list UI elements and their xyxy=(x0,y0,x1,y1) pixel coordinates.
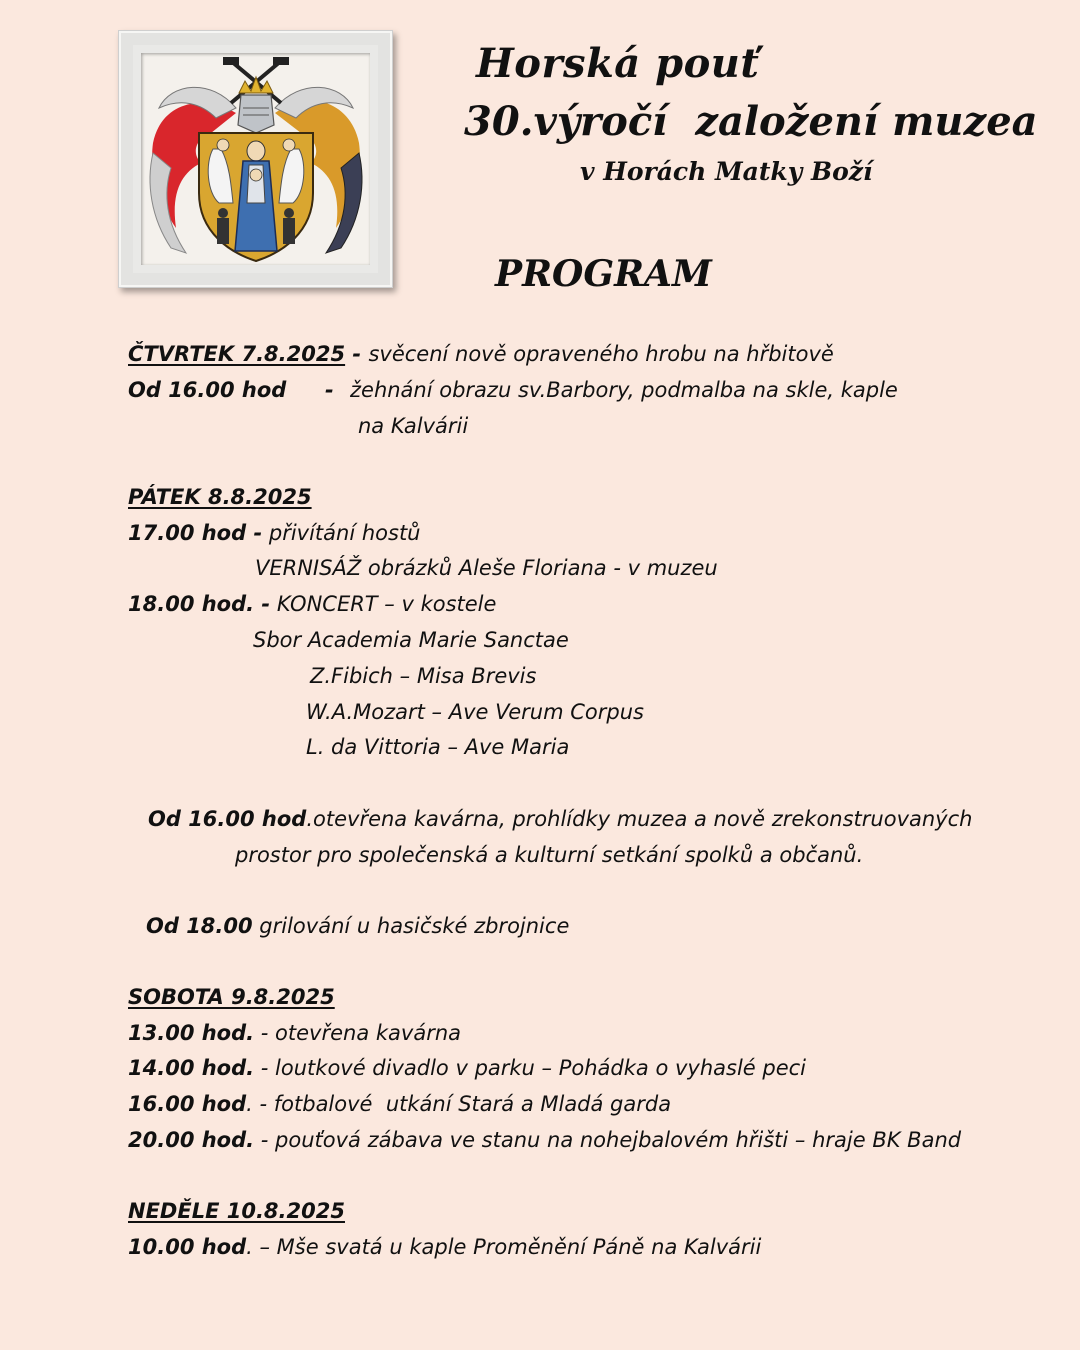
event-time: Od 18.00 xyxy=(146,914,253,938)
event-text: - loutkové divadlo v parku – Pohádka o vyhaslé peci xyxy=(254,1056,807,1080)
event-text: .otevřena kavárna, prohlídky muzea a nově zrekonstruovaných xyxy=(306,807,973,831)
day-heading-sunday: NEDĚLE 10.8.2025 xyxy=(128,1199,345,1223)
separator: - xyxy=(345,342,369,366)
event-text: grilování u hasičské zbrojnice xyxy=(252,914,570,938)
event-time: 18.00 hod. - xyxy=(128,592,271,616)
list-item xyxy=(128,1023,461,1044)
coat-of-arms-frame xyxy=(118,30,393,288)
event-text: přivítání hostů xyxy=(262,521,421,545)
separator: - xyxy=(325,378,334,402)
event-time: 20.00 hod. xyxy=(128,1128,255,1152)
location-line: v Horách Matky Boží xyxy=(580,157,873,186)
event-text: - pouťová zábava ve stanu na nohejbalovém hřišti – hraje BK Band xyxy=(254,1128,962,1152)
concert-piece: Z.Fibich – Misa Brevis xyxy=(310,664,537,688)
list-item xyxy=(128,1130,961,1151)
event-text: KONCERT – v kostele xyxy=(270,592,497,616)
list-item xyxy=(128,1094,671,1115)
day-heading-thursday: ČTVRTEK 7.8.2025 xyxy=(128,342,346,366)
event-time: 14.00 hod. xyxy=(128,1056,255,1080)
concert-piece: W.A.Mozart – Ave Verum Corpus xyxy=(306,700,644,724)
event-text: prostor pro společenská a kulturní setkání spolků a občanů. xyxy=(235,843,864,867)
day-heading-saturday: SOBOTA 9.8.2025 xyxy=(128,985,335,1009)
event-text: - otevřena kavárna xyxy=(254,1021,462,1045)
coat-of-arms-icon xyxy=(141,53,370,265)
event-time: 17.00 hod - xyxy=(128,521,263,545)
friday-grill-line xyxy=(146,916,569,937)
friday-line-1 xyxy=(128,523,421,544)
event-text: na Kalvárii xyxy=(358,414,469,438)
list-item xyxy=(128,1058,806,1079)
program-heading: PROGRAM xyxy=(495,253,712,295)
concert-piece: L. da Vittoria – Ave Maria xyxy=(306,735,570,759)
event-text: VERNISÁŽ obrázků Aleše Floriana - v muzeu xyxy=(255,556,718,580)
friday-cafe-line xyxy=(148,809,972,830)
page-subtitle: 30.výročí založení muzea xyxy=(464,98,1038,145)
event-time: Od 16.00 hod xyxy=(148,807,307,831)
list-item xyxy=(128,1237,761,1258)
event-time: Od 16.00 hod xyxy=(128,378,287,402)
choir-name: Sbor Academia Marie Sanctae xyxy=(253,628,569,652)
event-time: 10.00 hod xyxy=(128,1235,247,1259)
event-text: . – Mše svatá u kaple Proměnění Páně na Kalvárii xyxy=(246,1235,762,1259)
event-time: 13.00 hod. xyxy=(128,1021,255,1045)
event-time: 16.00 hod xyxy=(128,1092,247,1116)
friday-line-3 xyxy=(128,594,496,615)
thursday-line-1 xyxy=(128,344,834,365)
page-title: Horská pouť xyxy=(476,40,760,87)
event-text: žehnání obrazu sv.Barbory, podmalba na skle, kaple xyxy=(350,378,898,402)
day-heading-friday: PÁTEK 8.8.2025 xyxy=(128,485,312,509)
event-text: . - fotbalové utkání Stará a Mladá garda xyxy=(246,1092,672,1116)
event-text: svěcení nově opraveného hrobu na hřbitově xyxy=(368,342,834,366)
